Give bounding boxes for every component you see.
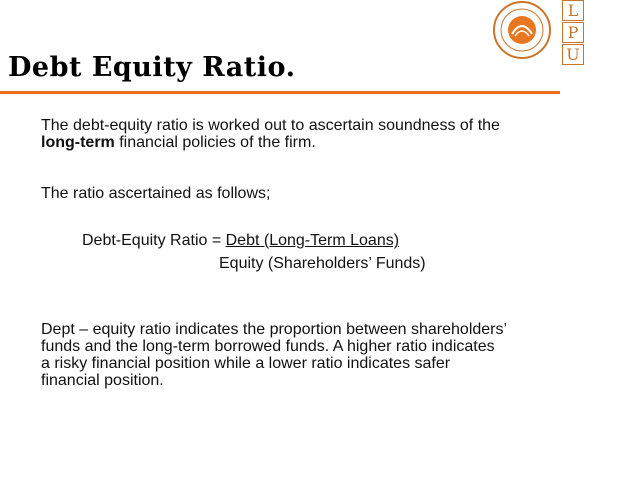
intro-line-1: The debt-equity ratio is worked out to ascertain soundness of the [41,117,500,134]
intro-bold-term: long-term [41,134,115,151]
intro-line-2-rest: financial policies of the firm. [114,134,316,151]
formula-numerator-line [82,232,399,250]
formula-numerator: Debt (Long-Term Loans) [225,232,400,249]
explanation-paragraph [41,321,621,389]
logo-letter-p: P [562,22,584,43]
explanation-line-2: funds and the long-term borrowed funds. A higher ratio indicates [41,338,495,355]
explanation-line-3: a risky financial position while a lower ratio indicates safer [41,355,451,372]
formula-lhs: Debt-Equity Ratio = [82,232,226,249]
slide-title: Debt Equity Ratio. [8,52,296,83]
university-seal-logo [482,0,562,66]
title-underline-rule [0,91,560,94]
formula-denominator: Equity (Shareholders’ Funds) [219,255,426,272]
explanation-line-1: Dept – equity ratio indicates the proportion between shareholders’ [41,321,508,338]
explanation-line-4: financial position. [41,372,164,389]
lpu-letters [562,0,584,66]
logo-letter-u: U [562,44,584,65]
intro-paragraph [41,117,601,151]
method-paragraph: The ratio ascertained as follows; [41,185,271,202]
logo-letter-l: L [562,0,584,21]
